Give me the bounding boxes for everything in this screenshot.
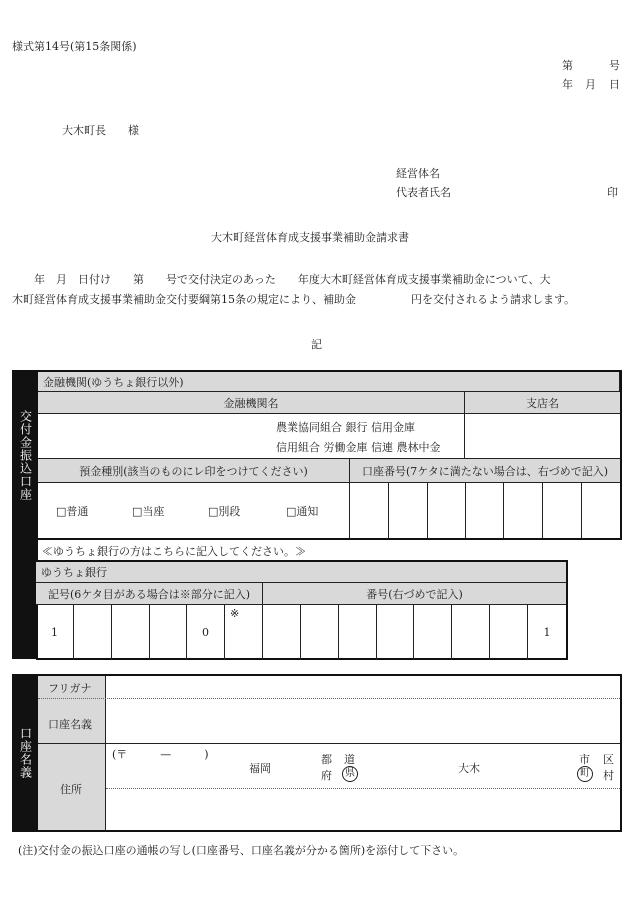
ki-marker: 記 [311, 338, 322, 351]
date-month: 月 [585, 78, 596, 91]
number-dai: 第 [562, 59, 573, 72]
name-address-divider [38, 743, 620, 744]
number-go: 号 [609, 59, 620, 72]
deposit-type-header: 預金種別(該当のものにレ印をつけてください) [38, 459, 350, 483]
yucho-number-digit[interactable] [263, 605, 301, 660]
son-char: 村 [603, 769, 614, 782]
account-number-header: 口座番号(7ケタに満たない場合は、右づめで記入) [350, 459, 620, 483]
furigana-label: フリガナ [48, 682, 92, 695]
town-name: 大木 [458, 762, 480, 775]
yucho-number-digit[interactable]: 1 [543, 626, 551, 639]
yucho-number-digit[interactable] [452, 605, 490, 660]
bank-section [12, 370, 622, 540]
branch-name-field[interactable] [465, 414, 620, 459]
asterisk-mark: ※ [230, 607, 240, 620]
yucho-note: ≪ゆうちょ銀行の方はこちらに記入してください。≫ [42, 545, 306, 558]
business-name-label: 経営体名 [396, 167, 440, 180]
institution-header: 金融機関名 [38, 392, 465, 414]
to-char: 都 [321, 753, 332, 766]
fu-char: 府 [321, 769, 332, 782]
yucho-number-digit[interactable] [301, 605, 339, 660]
account-digit-cell[interactable] [504, 483, 543, 538]
deposit-type-ordinary[interactable]: □普通 [56, 505, 89, 518]
yucho-number-digit[interactable] [414, 605, 452, 660]
machi-char-circled: 町 [577, 766, 593, 782]
yucho-symbol-digit[interactable]: 0 [187, 605, 225, 660]
account-digit-cell[interactable] [389, 483, 428, 538]
deposit-type-checking[interactable]: □当座 [132, 505, 165, 518]
yucho-number-digit[interactable] [339, 605, 377, 660]
ku-char: 区 [603, 753, 614, 766]
yucho-symbol-sixth-digit[interactable] [225, 605, 263, 660]
account-digit-cell[interactable] [582, 483, 620, 538]
institution-types-line-2: 信用組合 労働金庫 信連 農林中金 [276, 441, 441, 454]
addressee: 大木町長 様 [62, 124, 139, 137]
address-detail-field[interactable] [106, 789, 620, 830]
account-digit-cell[interactable] [428, 483, 466, 538]
holder-section [12, 674, 622, 832]
account-name-field[interactable] [106, 699, 620, 743]
yucho-number-digit[interactable] [377, 605, 414, 660]
branch-header: 支店名 [465, 392, 620, 414]
attachment-note: (注)交付金の振込口座の通帳の写し(口座番号、口座名義が分かる箇所)を添付して下さい。 [18, 844, 465, 857]
yucho-number-digit[interactable] [490, 605, 528, 660]
account-name-label: 口座名義 [48, 718, 92, 731]
bank-side-bar-extension [12, 538, 38, 659]
yucho-number-header: 番号(右づめで記入) [263, 583, 566, 605]
holder-label-column [38, 676, 106, 830]
account-digit-cell[interactable] [543, 483, 582, 538]
date-year: 年 [562, 78, 573, 91]
account-digit-cell[interactable] [466, 483, 504, 538]
dou-char: 道 [344, 753, 355, 766]
yucho-symbol-digit[interactable] [74, 605, 112, 660]
prefecture-name: 福岡 [249, 762, 271, 775]
yucho-section-label: ゆうちょ銀行 [36, 562, 566, 583]
ken-char-circled: 県 [342, 766, 358, 782]
yucho-symbol-digit[interactable] [112, 605, 150, 660]
account-digit-cell[interactable] [350, 483, 389, 538]
form-number: 様式第14号(第15条関係) [12, 40, 137, 53]
bank-side-label: 交付金振込口座 [14, 372, 38, 538]
representative-label: 代表者氏名 [396, 186, 451, 199]
holder-side-label: 口座名義 [14, 676, 38, 830]
shi-char: 市 [579, 753, 590, 766]
yucho-symbol-header: 記号(6ケタ目がある場合は※部分に記入) [36, 583, 263, 605]
postal-code[interactable]: (〒 — ) [112, 748, 209, 761]
deposit-type-special[interactable]: □別段 [208, 505, 241, 518]
yucho-symbol-digit[interactable]: 1 [36, 605, 74, 660]
body-line-1: 年 月 日付け 第 号で交付決定のあった 年度大木町経営体育成支援事業補助金について、大 [12, 273, 551, 286]
address-label: 住所 [60, 783, 82, 796]
document-title: 大木町経営体育成支援事業補助金請求書 [211, 231, 409, 244]
bank-section-label: 金融機関(ゆうちょ銀行以外) [38, 372, 620, 392]
furigana-field[interactable] [106, 676, 620, 698]
yucho-symbol-digit[interactable] [150, 605, 187, 660]
date-day: 日 [609, 78, 620, 91]
institution-types-line-1: 農業協同組合 銀行 信用金庫 [276, 421, 415, 434]
deposit-type-field [38, 483, 350, 538]
seal-mark: 印 [607, 186, 618, 199]
body-line-2: 木町経営体育成支援事業補助金交付要綱第15条の規定により、補助金 円を交付されるよう請求します。 [12, 293, 576, 306]
deposit-type-notice[interactable]: □通知 [286, 505, 319, 518]
yucho-section [36, 560, 568, 660]
institution-name-field[interactable] [38, 414, 465, 459]
